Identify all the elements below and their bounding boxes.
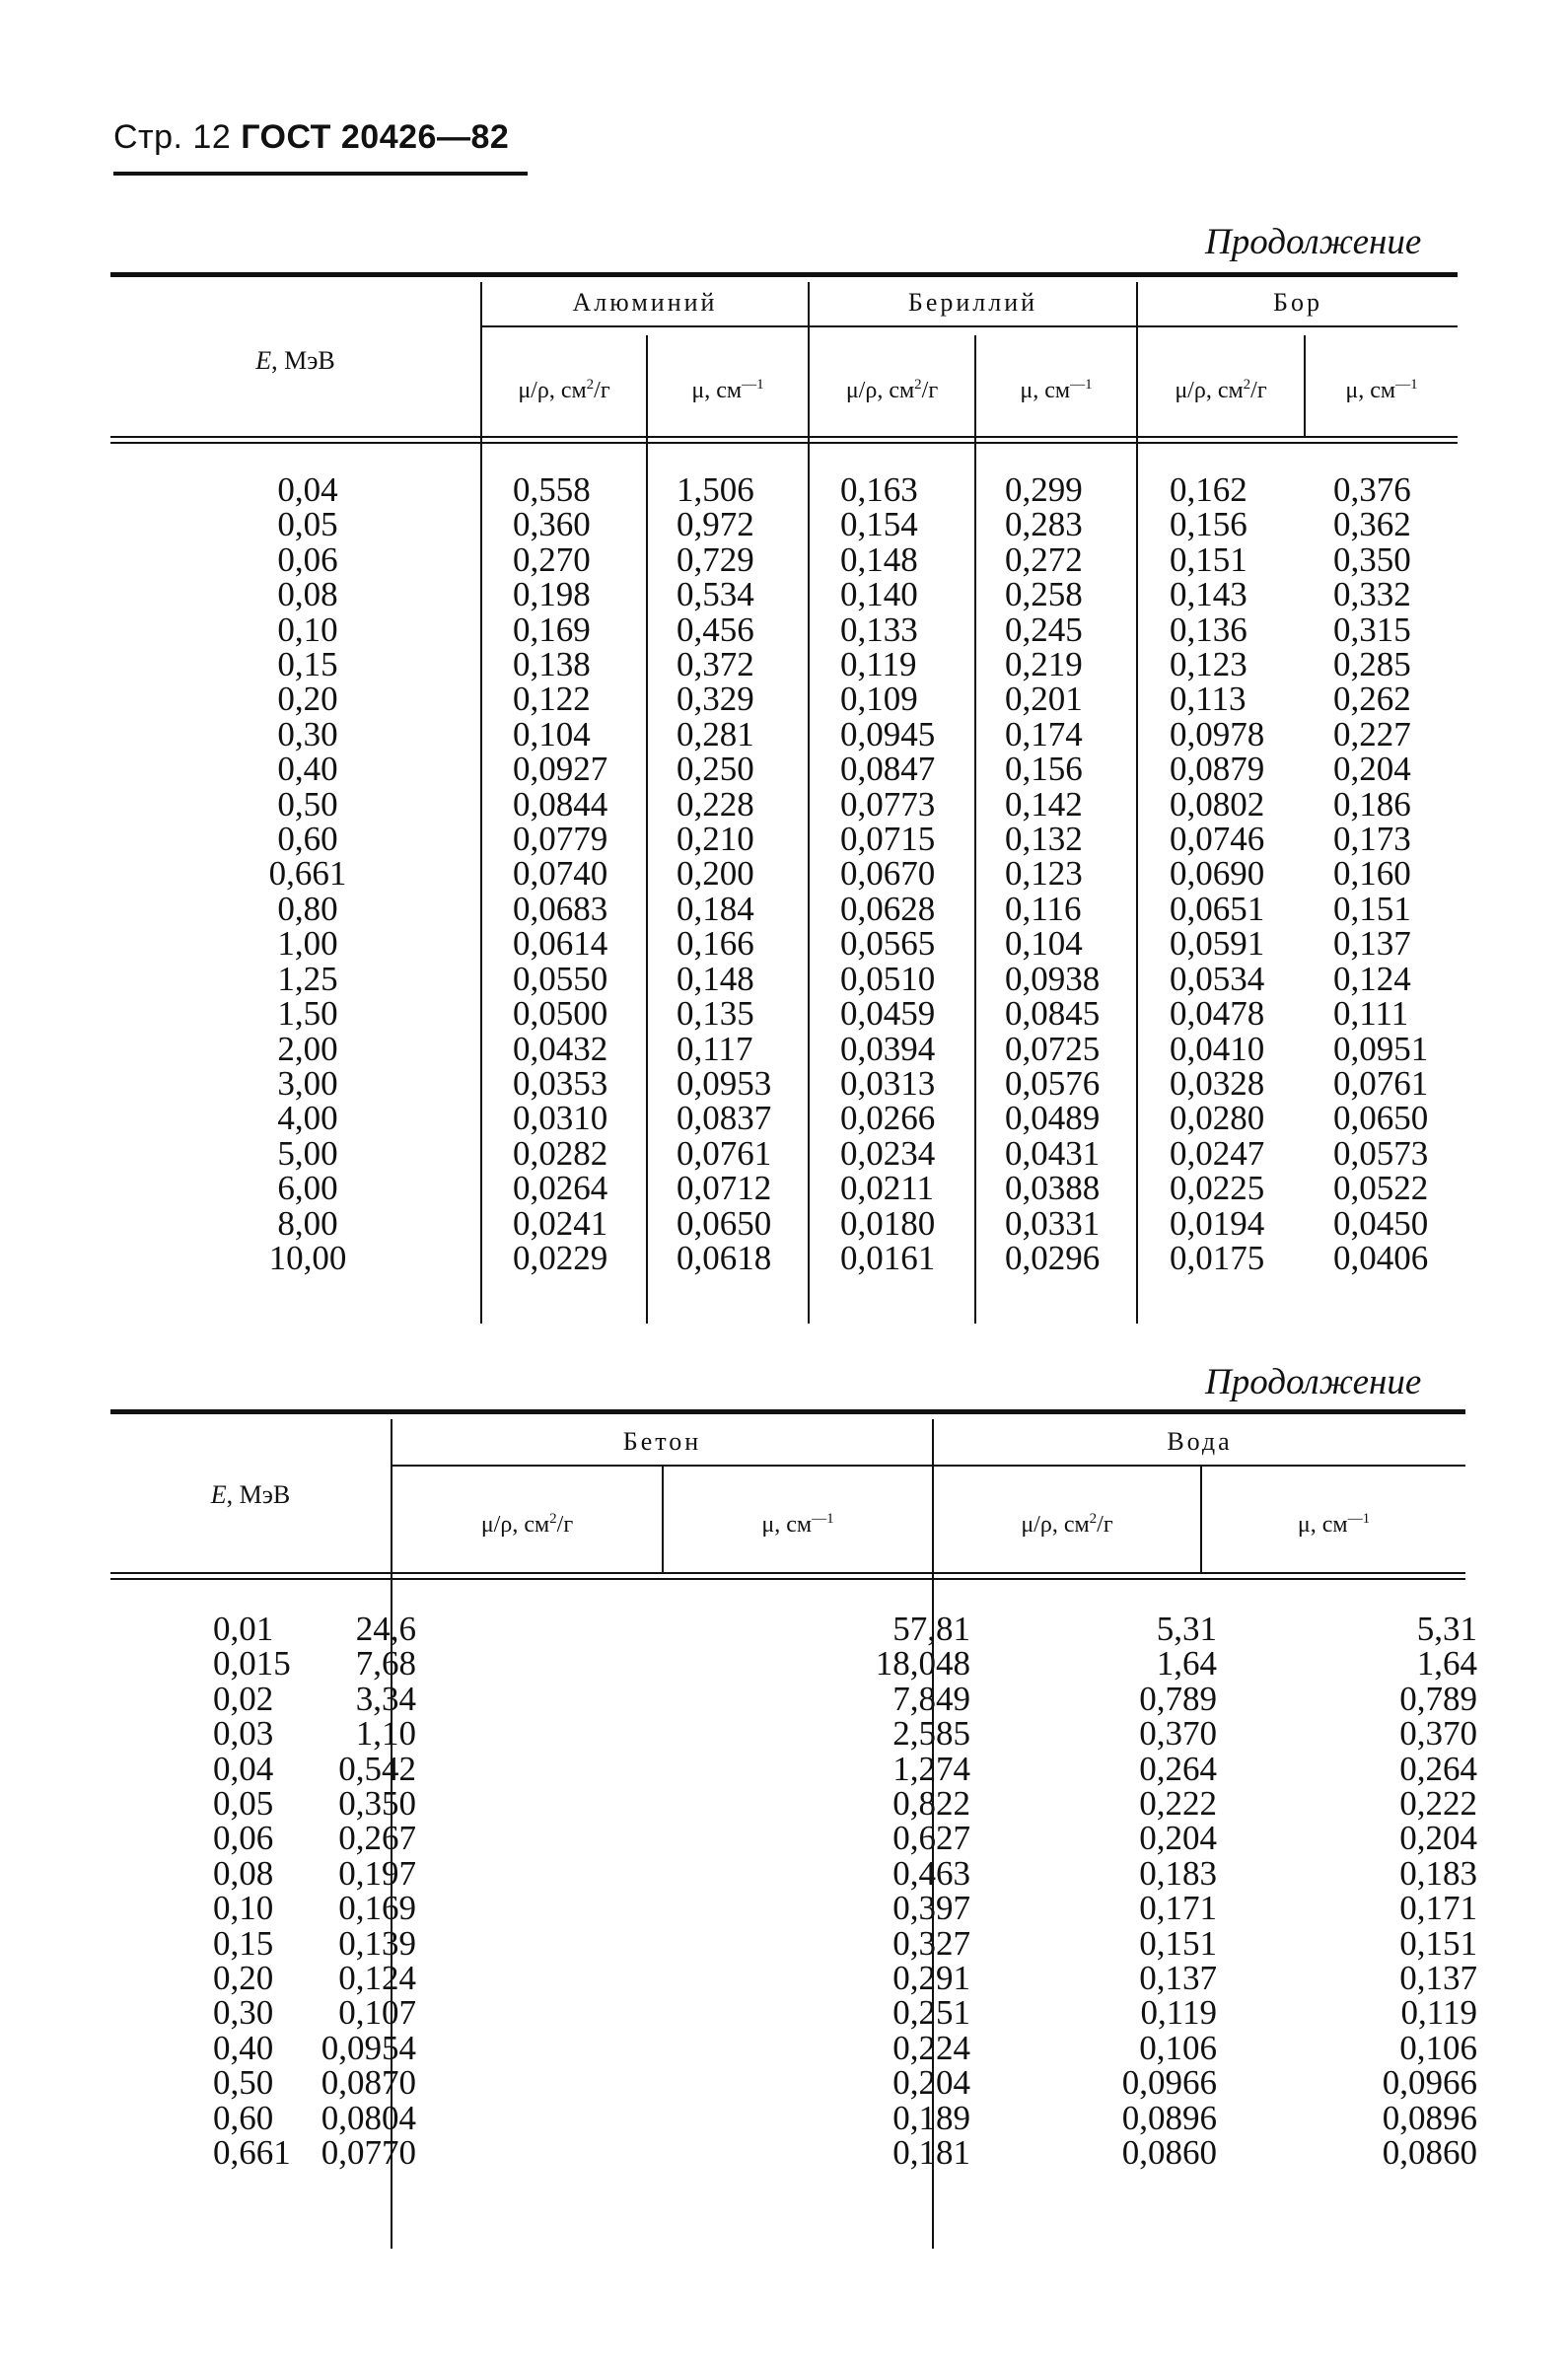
- table-cell: 0,0489: [1005, 1099, 1101, 1138]
- table-cell: 1,10: [355, 1714, 416, 1754]
- table-cell: 0,627: [892, 1819, 970, 1858]
- table-cell: 0,370: [1139, 1714, 1217, 1754]
- table2: [110, 1409, 1477, 2249]
- table-cell: 2,00: [277, 1029, 338, 1068]
- table-cell: 0,0406: [1333, 1238, 1429, 1277]
- table-cell: 0,162: [1170, 470, 1247, 509]
- table-cell: 0,200: [677, 854, 754, 894]
- table-cell: 0,0837: [677, 1099, 772, 1138]
- table-cell: 0,661: [213, 2133, 291, 2173]
- table-cell: 0,0847: [840, 750, 936, 789]
- table-cell: 0,558: [513, 470, 591, 509]
- table-cell: 0,0614: [513, 924, 608, 964]
- table-cell: 0,60: [277, 820, 338, 859]
- table-cell: 0,372: [677, 645, 754, 684]
- table-cell: 0,0896: [1382, 2098, 1477, 2137]
- aluminum-linear-column: [677, 472, 771, 1275]
- table-cell: 0,186: [1333, 784, 1411, 824]
- table-cell: 0,0844: [513, 784, 608, 824]
- table-cell: 0,0690: [1170, 854, 1265, 894]
- energy-column-header: E, МэВ: [255, 346, 335, 375]
- table-cell: 0,0804: [321, 2098, 416, 2137]
- table-cell: 1,274: [892, 1749, 970, 1788]
- table-cell: 5,31: [1416, 1610, 1477, 1648]
- table-cell: 0,0410: [1170, 1029, 1265, 1068]
- table-cell: 0,0534: [1170, 959, 1265, 998]
- beryllium-mass-column: [840, 472, 935, 1275]
- group-header-concrete: Бетон: [622, 1427, 702, 1456]
- table-cell: 0,224: [892, 2028, 970, 2067]
- table-cell: 0,0550: [513, 959, 608, 998]
- table-cell: 0,204: [1399, 1819, 1477, 1858]
- table-cell: 0,181: [892, 2133, 970, 2173]
- table-cell: 0,201: [1005, 680, 1083, 719]
- table-cell: 0,132: [1005, 820, 1083, 859]
- table-cell: 5,00: [277, 1133, 338, 1173]
- table-cell: 0,534: [677, 575, 754, 614]
- table-cell: 0,0282: [513, 1133, 608, 1173]
- table-cell: 0,10: [277, 609, 338, 649]
- table-cell: 0,171: [1139, 1889, 1217, 1928]
- table-cell: 0,376: [1333, 470, 1411, 509]
- table1-group-rule: [810, 325, 1136, 327]
- table-cell: 0,104: [1005, 924, 1083, 964]
- subheader-linear-attenuation: μ, $см^{—1}$: [691, 377, 764, 403]
- table1-group-rule: [482, 325, 808, 327]
- table-cell: 0,113: [1170, 680, 1247, 719]
- table-cell: 0,315: [1333, 609, 1411, 649]
- table-cell: 0,0247: [1170, 1133, 1265, 1173]
- table-cell: 0,789: [1139, 1679, 1217, 1718]
- table-cell: 0,122: [513, 680, 591, 719]
- table-cell: 0,0740: [513, 854, 608, 894]
- table-cell: 0,0650: [677, 1203, 772, 1243]
- table1-header-rule-lower: [110, 442, 1458, 444]
- table-cell: 0,183: [1139, 1853, 1217, 1893]
- table-cell: 0,184: [677, 889, 754, 928]
- table1-subdivider: [974, 335, 976, 1324]
- table-cell: 0,50: [277, 784, 338, 824]
- table2-continuation-label: Продолжение: [1205, 1362, 1422, 1402]
- table-cell: 1,00: [277, 924, 338, 964]
- table-cell: 0,262: [1333, 680, 1411, 719]
- page-number: Стр. 12: [113, 118, 232, 156]
- table2-header-rule-upper: [110, 1572, 1465, 1574]
- table-cell: 0,154: [840, 505, 918, 544]
- table-cell: 0,283: [1005, 505, 1083, 544]
- subheader-linear-attenuation: μ, $см^{—1}$: [1345, 377, 1418, 403]
- table-cell: 0,0761: [677, 1133, 772, 1173]
- subheader-mass-attenuation: μ/ρ, $см^2/г$: [480, 1511, 574, 1538]
- table-cell: 0,204: [892, 2063, 970, 2103]
- table-cell: 0,0966: [1382, 2063, 1477, 2103]
- table-cell: 0,227: [1333, 714, 1411, 753]
- table-cell: 0,15: [213, 1923, 274, 1963]
- boron-mass-column: [1170, 472, 1264, 1275]
- table-cell: 0,137: [1139, 1959, 1217, 1998]
- table-cell: 0,0951: [1333, 1029, 1429, 1068]
- table-cell: 0,0313: [840, 1063, 936, 1103]
- table-cell: 2,585: [892, 1714, 970, 1754]
- table-cell: 0,0194: [1170, 1203, 1265, 1243]
- table-cell: 0,0565: [840, 924, 936, 964]
- table-cell: 0,160: [1333, 854, 1411, 894]
- table-cell: 0,139: [338, 1923, 416, 1963]
- table-cell: 0,156: [1005, 750, 1083, 789]
- table-cell: 0,0954: [321, 2028, 416, 2067]
- table-cell: 0,174: [1005, 714, 1083, 753]
- table-cell: 0,270: [513, 539, 591, 579]
- table-cell: 0,0264: [513, 1169, 608, 1208]
- table1-subdivider: [646, 335, 648, 1324]
- table-cell: 0,119: [1140, 1993, 1217, 2033]
- table-cell: 0,350: [338, 1784, 416, 1824]
- table-cell: 0,0938: [1005, 959, 1101, 998]
- table-cell: 0,135: [677, 994, 754, 1034]
- table1-divider: [1136, 282, 1138, 1324]
- table-cell: 0,0296: [1005, 1238, 1101, 1277]
- table-cell: 0,0773: [840, 784, 936, 824]
- table-cell: 0,0241: [513, 1203, 608, 1243]
- table-cell: 0,05: [213, 1784, 274, 1824]
- table-cell: 0,370: [1399, 1714, 1477, 1754]
- table2-group-rule: [934, 1465, 1465, 1467]
- table-cell: 0,299: [1005, 470, 1083, 509]
- table-cell: 1,64: [1416, 1644, 1477, 1684]
- table-cell: 0,0450: [1333, 1203, 1429, 1243]
- table-cell: 0,0331: [1005, 1203, 1101, 1243]
- table-cell: 0,60: [213, 2098, 274, 2137]
- table-cell: 0,04: [213, 1749, 274, 1788]
- concrete-linear-column: [876, 1612, 970, 2171]
- table-cell: 3,00: [277, 1063, 338, 1103]
- table-cell: 0,0802: [1170, 784, 1265, 824]
- table-cell: 0,210: [677, 820, 754, 859]
- table-cell: 0,0725: [1005, 1029, 1101, 1068]
- table-cell: 0,0522: [1333, 1169, 1429, 1208]
- table-cell: 18,048: [875, 1644, 970, 1684]
- table-cell: 0,133: [840, 609, 918, 649]
- table-cell: 0,264: [1139, 1749, 1217, 1788]
- table-cell: 0,222: [1399, 1784, 1477, 1824]
- energy-column: [229, 472, 387, 1275]
- group-header-boron: Бор: [1273, 288, 1322, 317]
- table-cell: 0,258: [1005, 575, 1083, 614]
- table-cell: 0,0161: [840, 1238, 936, 1277]
- table-cell: 0,0175: [1170, 1238, 1265, 1277]
- table-cell: 0,06: [213, 1819, 274, 1858]
- table-cell: 0,156: [1170, 505, 1247, 544]
- table-cell: 0,119: [1400, 1993, 1477, 2033]
- header-rule: [113, 172, 528, 176]
- table-cell: 0,0229: [513, 1238, 608, 1277]
- table-cell: 0,05: [277, 505, 338, 544]
- table1-top-rule: [110, 272, 1458, 277]
- table-cell: 0,0770: [321, 2133, 416, 2173]
- table-cell: 0,183: [1399, 1853, 1477, 1893]
- table-cell: 0,0266: [840, 1099, 936, 1138]
- subheader-linear-attenuation: μ, $см^{—1}$: [1297, 1511, 1371, 1538]
- table-cell: 0,123: [1170, 645, 1247, 684]
- table-cell: 0,169: [338, 1889, 416, 1928]
- table-cell: 0,327: [892, 1923, 970, 1963]
- table-cell: 0,107: [338, 1993, 416, 2033]
- table-cell: 0,40: [277, 750, 338, 789]
- table-cell: 0,0353: [513, 1063, 608, 1103]
- table2-header-rule-lower: [110, 1578, 1465, 1580]
- table-cell: 0,729: [677, 539, 754, 579]
- table-cell: 0,350: [1333, 539, 1411, 579]
- table-cell: 0,542: [338, 1749, 416, 1788]
- table-cell: 0,08: [277, 575, 338, 614]
- table-cell: 0,456: [677, 609, 754, 649]
- table-cell: 0,0845: [1005, 994, 1101, 1034]
- table-cell: 0,0591: [1170, 924, 1265, 964]
- table-cell: 0,0746: [1170, 820, 1265, 859]
- aluminum-mass-column: [513, 472, 607, 1275]
- table-cell: 0,0761: [1333, 1063, 1429, 1103]
- table-cell: 0,0573: [1333, 1133, 1429, 1173]
- table1-group-rule: [1138, 325, 1458, 327]
- table-cell: 0,0510: [840, 959, 936, 998]
- table-cell: 0,0478: [1170, 994, 1265, 1034]
- table-cell: 0,0280: [1170, 1099, 1265, 1138]
- table-cell: 0,04: [277, 470, 338, 509]
- table-cell: 0,171: [1399, 1889, 1477, 1928]
- table-cell: 1,506: [677, 470, 754, 509]
- table-cell: 24,6: [355, 1610, 416, 1648]
- table-cell: 0,140: [840, 575, 918, 614]
- energy-column-header: E, МэВ: [210, 1480, 291, 1509]
- table-cell: 0,228: [677, 784, 754, 824]
- beryllium-linear-column: [1005, 472, 1100, 1275]
- subheader-linear-attenuation: μ, $см^{—1}$: [761, 1511, 834, 1538]
- table-cell: 0,136: [1170, 609, 1247, 649]
- table2-group-rule: [392, 1465, 932, 1467]
- concrete-mass-column: [321, 1612, 416, 2171]
- table1: [110, 272, 1458, 1324]
- table-cell: 0,332: [1333, 575, 1411, 614]
- page-header: [113, 118, 509, 157]
- table-cell: 0,329: [677, 680, 754, 719]
- table-cell: 0,0500: [513, 994, 608, 1034]
- table-cell: 0,106: [1139, 2028, 1217, 2067]
- table-cell: 0,219: [1005, 645, 1083, 684]
- subheader-mass-attenuation: μ/ρ, $см^2/г$: [1021, 1511, 1113, 1538]
- table-cell: 0,116: [1005, 889, 1082, 928]
- table-cell: 0,0576: [1005, 1063, 1101, 1103]
- table-cell: 0,02: [213, 1679, 274, 1718]
- table-cell: 0,80: [277, 889, 338, 928]
- table-cell: 0,117: [677, 1029, 753, 1068]
- table-cell: 0,015: [213, 1644, 291, 1684]
- table-cell: 0,204: [1333, 750, 1411, 789]
- table-cell: 0,137: [1399, 1959, 1477, 1998]
- table-cell: 0,0870: [321, 2063, 416, 2103]
- table-cell: 0,119: [840, 645, 917, 684]
- table-cell: 0,0927: [513, 750, 608, 789]
- group-header-aluminum: Алюминий: [572, 288, 718, 317]
- table-cell: 0,0432: [513, 1029, 608, 1068]
- table-cell: 1,25: [277, 959, 338, 998]
- table-cell: 0,109: [840, 680, 918, 719]
- table-cell: 0,124: [1333, 959, 1411, 998]
- table-cell: 0,661: [268, 854, 347, 894]
- table-cell: 0,0712: [677, 1169, 772, 1208]
- table-cell: 0,267: [338, 1819, 416, 1858]
- table-cell: 0,0978: [1170, 714, 1265, 753]
- table-cell: 0,0628: [840, 889, 936, 928]
- table-cell: 0,173: [1333, 820, 1411, 859]
- table1-continuation-label: Продолжение: [1205, 222, 1422, 262]
- table-cell: 0,0966: [1121, 2063, 1217, 2103]
- table-cell: 0,151: [1139, 1923, 1217, 1963]
- table-cell: 0,197: [338, 1853, 416, 1893]
- table-cell: 0,0211: [840, 1169, 934, 1208]
- group-header-water: Вода: [1167, 1427, 1233, 1456]
- table-cell: 0,0225: [1170, 1169, 1265, 1208]
- table-cell: 0,198: [513, 575, 591, 614]
- table-cell: 0,148: [840, 539, 918, 579]
- table-cell: 0,0670: [840, 854, 936, 894]
- table-cell: 0,10: [213, 1889, 274, 1928]
- subheader-mass-attenuation: μ/ρ, $см^2/г$: [1175, 377, 1267, 403]
- table-cell: 0,463: [892, 1853, 970, 1893]
- table-cell: 0,0860: [1121, 2133, 1217, 2173]
- table-cell: 0,20: [213, 1959, 274, 1998]
- water-linear-column: [1383, 1612, 1477, 2171]
- table-cell: 0,0779: [513, 820, 608, 859]
- table-cell: 0,50: [213, 2063, 274, 2103]
- table-cell: 0,143: [1170, 575, 1247, 614]
- table-cell: 0,124: [338, 1959, 416, 1998]
- table-cell: 0,142: [1005, 784, 1083, 824]
- table-cell: 0,0683: [513, 889, 608, 928]
- table-cell: 0,245: [1005, 609, 1083, 649]
- table-cell: 0,30: [277, 714, 338, 753]
- table-cell: 0,360: [513, 505, 591, 544]
- subheader-mass-attenuation: μ/ρ, $см^2/г$: [845, 377, 939, 403]
- table-cell: 0,06: [277, 539, 338, 579]
- table-cell: 0,137: [1333, 924, 1411, 964]
- table2-top-rule: [110, 1409, 1465, 1414]
- subheader-mass-attenuation: μ/ρ, $см^2/г$: [518, 377, 610, 403]
- table1-divider: [808, 282, 810, 1324]
- table-cell: 10,00: [268, 1238, 347, 1277]
- table-cell: 0,138: [513, 645, 591, 684]
- table-cell: 0,01: [213, 1610, 274, 1648]
- table-cell: 0,40: [213, 2028, 274, 2067]
- table-cell: 0,163: [840, 470, 918, 509]
- table-cell: 3,34: [355, 1679, 416, 1718]
- energy-column: [213, 1612, 291, 2171]
- table-cell: 0,15: [277, 645, 338, 684]
- table-cell: 0,0394: [840, 1029, 936, 1068]
- table-cell: 0,0310: [513, 1099, 608, 1138]
- table-cell: 0,20: [277, 680, 338, 719]
- table-cell: 0,0431: [1005, 1133, 1101, 1173]
- table-cell: 0,0618: [677, 1238, 772, 1277]
- table-cell: 0,285: [1333, 645, 1411, 684]
- table-cell: 5,31: [1156, 1610, 1217, 1648]
- table-cell: 7,68: [355, 1644, 416, 1684]
- table-cell: 57,81: [892, 1610, 970, 1648]
- table-cell: 0,123: [1005, 854, 1083, 894]
- table-cell: 0,166: [677, 924, 754, 964]
- table-cell: 0,08: [213, 1853, 274, 1893]
- table-cell: 0,0715: [840, 820, 936, 859]
- water-mass-column: [1122, 1612, 1217, 2171]
- table-cell: 0,0328: [1170, 1063, 1265, 1103]
- table-cell: 0,0651: [1170, 889, 1265, 928]
- group-header-beryllium: Бериллий: [907, 288, 1038, 317]
- subheader-linear-attenuation: μ, $см^{—1}$: [1020, 377, 1093, 403]
- table-cell: 0,189: [892, 2098, 970, 2137]
- table-cell: 0,264: [1399, 1749, 1477, 1788]
- table-cell: 0,0945: [840, 714, 936, 753]
- table-cell: 1,64: [1156, 1644, 1217, 1684]
- table-cell: 0,0860: [1382, 2133, 1477, 2173]
- table-cell: 0,204: [1139, 1819, 1217, 1858]
- table-cell: 0,972: [677, 505, 754, 544]
- table-cell: 7,849: [892, 1679, 970, 1718]
- table-cell: 0,151: [1399, 1923, 1477, 1963]
- table-cell: 0,03: [213, 1714, 274, 1754]
- table1-header-rule-upper: [110, 436, 1458, 438]
- table-cell: 0,222: [1139, 1784, 1217, 1824]
- table-cell: 0,0459: [840, 994, 936, 1034]
- boron-linear-column: [1333, 472, 1428, 1275]
- table-cell: 0,362: [1333, 505, 1411, 544]
- table-cell: 8,00: [277, 1203, 338, 1243]
- table-cell: 0,0388: [1005, 1169, 1101, 1208]
- table-cell: 0,281: [677, 714, 754, 753]
- table-cell: 1,50: [277, 994, 338, 1034]
- table-cell: 0,291: [892, 1959, 970, 1998]
- table-cell: 0,148: [677, 959, 754, 998]
- table-cell: 0,0180: [840, 1203, 936, 1243]
- table-cell: 0,106: [1399, 2028, 1477, 2067]
- table-cell: 0,272: [1005, 539, 1083, 579]
- table-cell: 0,169: [513, 609, 591, 649]
- table-cell: 0,789: [1399, 1679, 1477, 1718]
- table-cell: 6,00: [277, 1169, 338, 1208]
- table-cell: 0,250: [677, 750, 754, 789]
- table-cell: 0,0234: [840, 1133, 936, 1173]
- table-cell: 0,0896: [1121, 2098, 1217, 2137]
- table-cell: 0,30: [213, 1993, 274, 2033]
- table-cell: 0,0879: [1170, 750, 1265, 789]
- table-cell: 0,822: [892, 1784, 970, 1824]
- table-cell: 0,151: [1170, 539, 1247, 579]
- table-cell: 0,0650: [1333, 1099, 1429, 1138]
- table-cell: 0,0953: [677, 1063, 772, 1103]
- table-cell: 0,251: [892, 1993, 970, 2033]
- table-cell: 0,151: [1333, 889, 1411, 928]
- table1-divider: [480, 282, 482, 1324]
- table-cell: 0,111: [1333, 994, 1409, 1034]
- standard-number: ГОСТ 20426—82: [241, 118, 510, 156]
- table-cell: 0,104: [513, 714, 591, 753]
- table-cell: 4,00: [277, 1099, 338, 1138]
- table-cell: 0,397: [892, 1889, 970, 1928]
